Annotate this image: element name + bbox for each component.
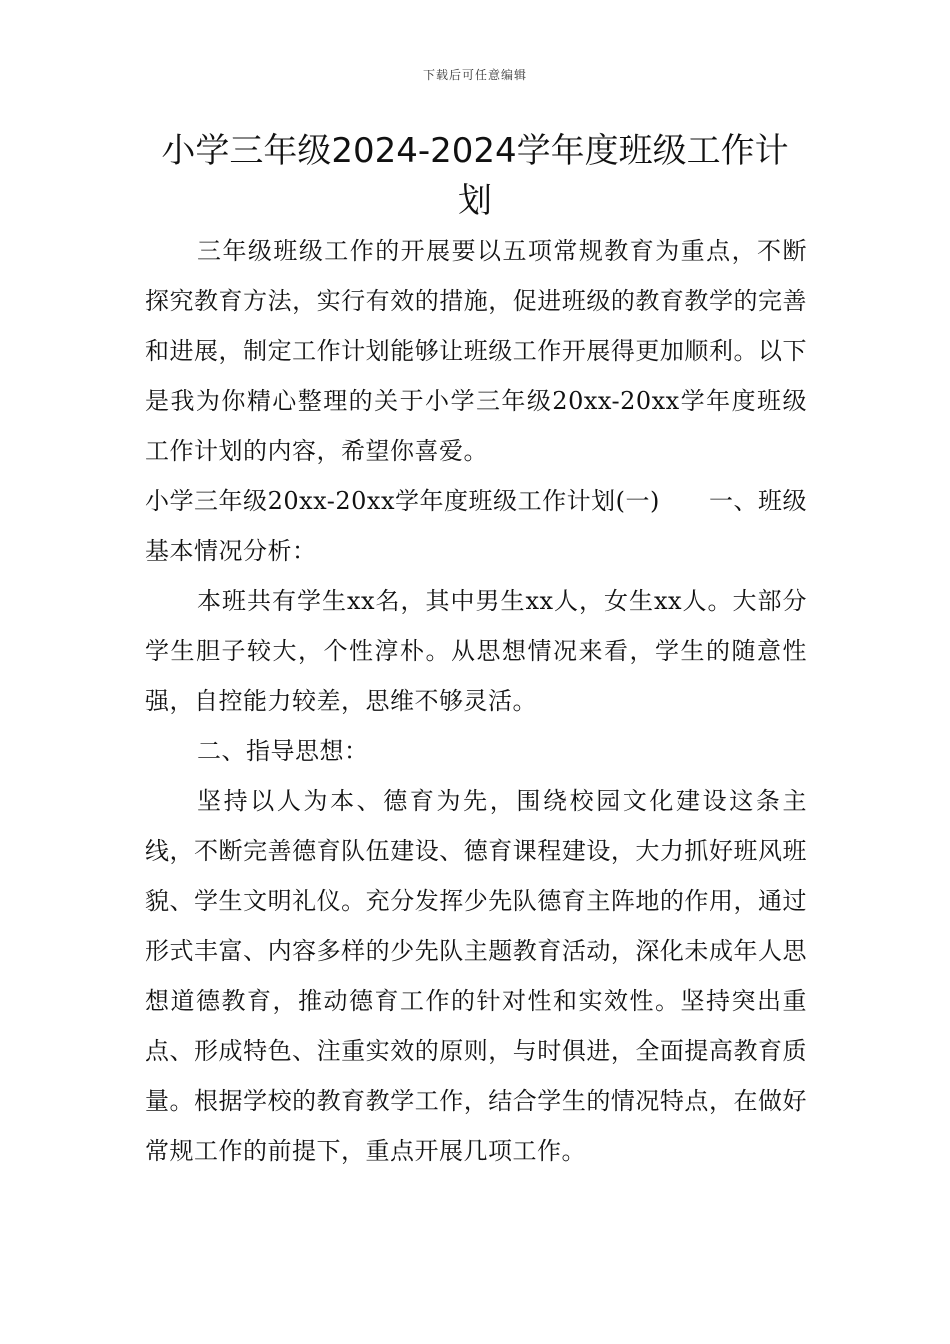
paragraph-guiding-thought: 坚持以人为本、德育为先，围绕校园文化建设这条主线，不断完善德育队伍建设、德育课程建设，大力抓好班风班貌、学生文明礼仪。充分发挥少先队德育主阵地的作用，通过形式丰富、内容多样的少先队主题教育活动，深化未成年人思想道德教育，推动德育工作的针对性和实效性。坚持突出重点、形成特色、注重实效的原则，与时俱进，全面提高教育质量。根据学校的教育教学工作，结合学生的情况特点，在做好常规工作的前提下，重点开展几项工作。 (145, 787, 807, 1165)
document-title: 小学三年级2024-2024学年度班级工作计划 (161, 131, 789, 221)
document-body (145, 226, 807, 1176)
paragraph-class-analysis: 本班共有学生xx名，其中男生xx人，女生xx人。大部分学生胆子较大，个性淳朴。从思想情况来看，学生的随意性强，自控能力较差，思维不够灵活。 (145, 587, 807, 715)
header-note: 下载后可任意编辑 (422, 68, 527, 82)
paragraph-guiding-heading: 二、指导思想： (197, 737, 369, 765)
paragraph-intro: 三年级班级工作的开展要以五项常规教育为重点，不断探究教育方法，实行有效的措施，促进班级的教育教学的完善和进展，制定工作计划能够让班级工作开展得更加顺利。以下是我为你精心整理的关于小学三年级20xx-20xx学年度班级工作计划的内容，希望你喜爱。 (145, 237, 807, 465)
paragraph-section-heading: 小学三年级20xx-20xx学年度班级工作计划(一) 一、班级基本情况分析： (145, 487, 807, 565)
